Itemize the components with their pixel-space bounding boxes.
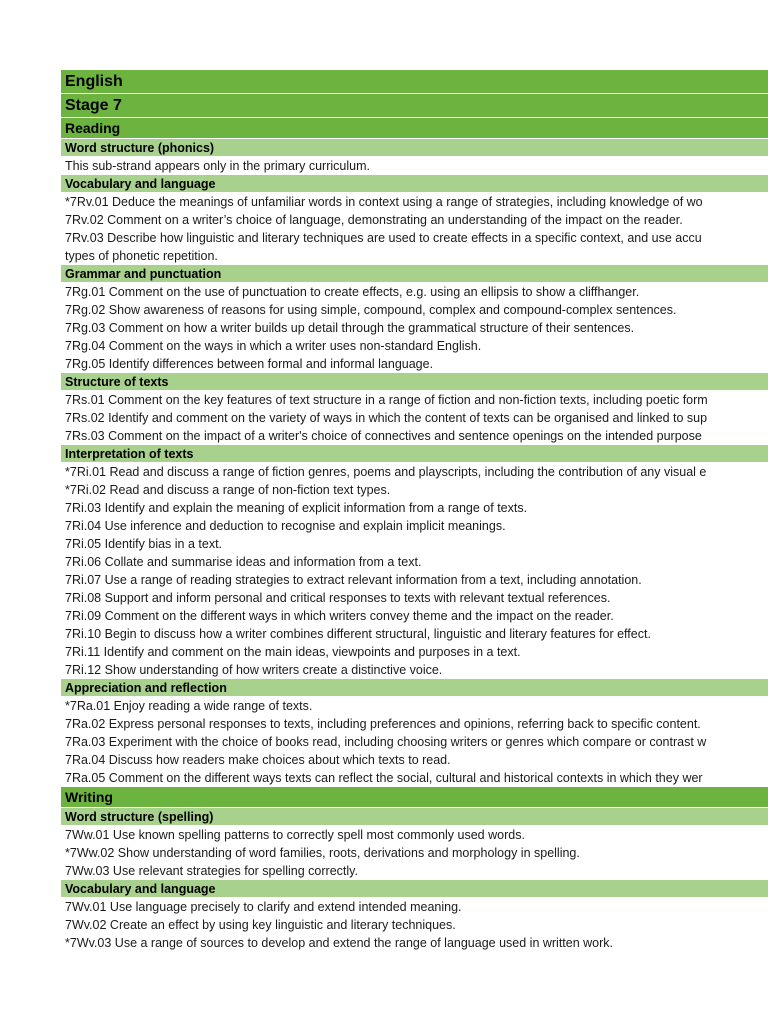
subsection-heading-grammar: Grammar and punctuation (61, 265, 768, 283)
objective-line: *7Ri.02 Read and discuss a range of non-fiction text types. (61, 481, 768, 499)
objective-line: 7Rg.03 Comment on how a writer builds up detail through the grammatical structure of their sentences. (61, 319, 768, 337)
subsection-heading-phonics: Word structure (phonics) (61, 139, 768, 157)
objective-line: 7Ri.10 Begin to discuss how a writer combines different structural, linguistic and literary features for effect. (61, 625, 768, 643)
objective-line: 7Ri.03 Identify and explain the meaning of explicit information from a range of texts. (61, 499, 768, 517)
section-heading-writing: Writing (61, 787, 768, 808)
objective-line: 7Ri.12 Show understanding of how writers create a distinctive voice. (61, 661, 768, 679)
objective-line: 7Ww.01 Use known spelling patterns to correctly spell most commonly used words. (61, 826, 768, 844)
objective-line: 7Rg.04 Comment on the ways in which a writer uses non-standard English. (61, 337, 768, 355)
objective-line: 7Ra.02 Express personal responses to texts, including preferences and opinions, referring back to specific content. (61, 715, 768, 733)
subsection-heading-spelling: Word structure (spelling) (61, 808, 768, 826)
curriculum-sheet (61, 70, 768, 952)
subsection-heading-interpretation: Interpretation of texts (61, 445, 768, 463)
objective-line-part: types of phonetic repetition. (65, 249, 218, 263)
objective-line: 7Ri.06 Collate and summarise ideas and information from a text. (61, 553, 768, 571)
objective-line: 7Ww.03 Use relevant strategies for spelling correctly. (61, 862, 768, 880)
subsection-heading-writing-vocabulary: Vocabulary and language (61, 880, 768, 898)
objective-line: 7Ri.04 Use inference and deduction to recognise and explain implicit meanings. (61, 517, 768, 535)
stage-title: Stage 7 (61, 94, 768, 118)
objective-line: This sub-strand appears only in the primary curriculum. (61, 157, 768, 175)
objective-line: 7Rg.05 Identify differences between formal and informal language. (61, 355, 768, 373)
objective-line: 7Ra.05 Comment on the different ways texts can reflect the social, cultural and historical contexts in which they wer (61, 769, 768, 787)
objective-line-wrapped (61, 229, 768, 265)
objective-line: 7Rg.02 Show awareness of reasons for using simple, compound, complex and compound-complex sentences. (61, 301, 768, 319)
objective-line: 7Ri.07 Use a range of reading strategies to extract relevant information from a text, including annotation. (61, 571, 768, 589)
objective-line: 7Rv.02 Comment on a writer’s choice of language, demonstrating an understanding of the impact on the reader. (61, 211, 768, 229)
objective-line: *7Ww.02 Show understanding of word families, roots, derivations and morphology in spelling. (61, 844, 768, 862)
objective-line: 7Ra.04 Discuss how readers make choices about which texts to read. (61, 751, 768, 769)
subsection-heading-reading-vocabulary: Vocabulary and language (61, 175, 768, 193)
objective-line: 7Ra.03 Experiment with the choice of books read, including choosing writers or genres which compare or contrast w (61, 733, 768, 751)
objective-line: 7Rg.01 Comment on the use of punctuation to create effects, e.g. using an ellipsis to show a cliffhanger. (61, 283, 768, 301)
objective-line: 7Rs.03 Comment on the impact of a writer's choice of connectives and sentence openings on the intended purpose (61, 427, 768, 445)
objective-line: *7Ra.01 Enjoy reading a wide range of texts. (61, 697, 768, 715)
objective-line: 7Ri.09 Comment on the different ways in which writers convey theme and the impact on the reader. (61, 607, 768, 625)
objective-line: 7Ri.05 Identify bias in a text. (61, 535, 768, 553)
objective-line: 7Wv.01 Use language precisely to clarify and extend intended meaning. (61, 898, 768, 916)
objective-line: 7Wv.02 Create an effect by using key linguistic and literary techniques. (61, 916, 768, 934)
subsection-heading-structure: Structure of texts (61, 373, 768, 391)
objective-line: *7Ri.01 Read and discuss a range of fiction genres, poems and playscripts, including the contribution of any visual e (61, 463, 768, 481)
section-heading-reading: Reading (61, 118, 768, 139)
objective-line: 7Rs.02 Identify and comment on the variety of ways in which the content of texts can be organised and linked to sup (61, 409, 768, 427)
objective-line: 7Ri.11 Identify and comment on the main ideas, viewpoints and purposes in a text. (61, 643, 768, 661)
subject-title: English (61, 70, 768, 94)
objective-line: *7Wv.03 Use a range of sources to develop and extend the range of language used in written work. (61, 934, 768, 952)
objective-line: 7Rs.01 Comment on the key features of text structure in a range of fiction and non-fiction texts, including poetic form (61, 391, 768, 409)
objective-line: *7Rv.01 Deduce the meanings of unfamiliar words in context using a range of strategies, including knowledge of wo (61, 193, 768, 211)
objective-line-part: 7Rv.03 Describe how linguistic and literary techniques are used to create effects in a specific context, and use accu (65, 231, 702, 245)
subsection-heading-appreciation: Appreciation and reflection (61, 679, 768, 697)
objective-line: 7Ri.08 Support and inform personal and critical responses to texts with relevant textual references. (61, 589, 768, 607)
